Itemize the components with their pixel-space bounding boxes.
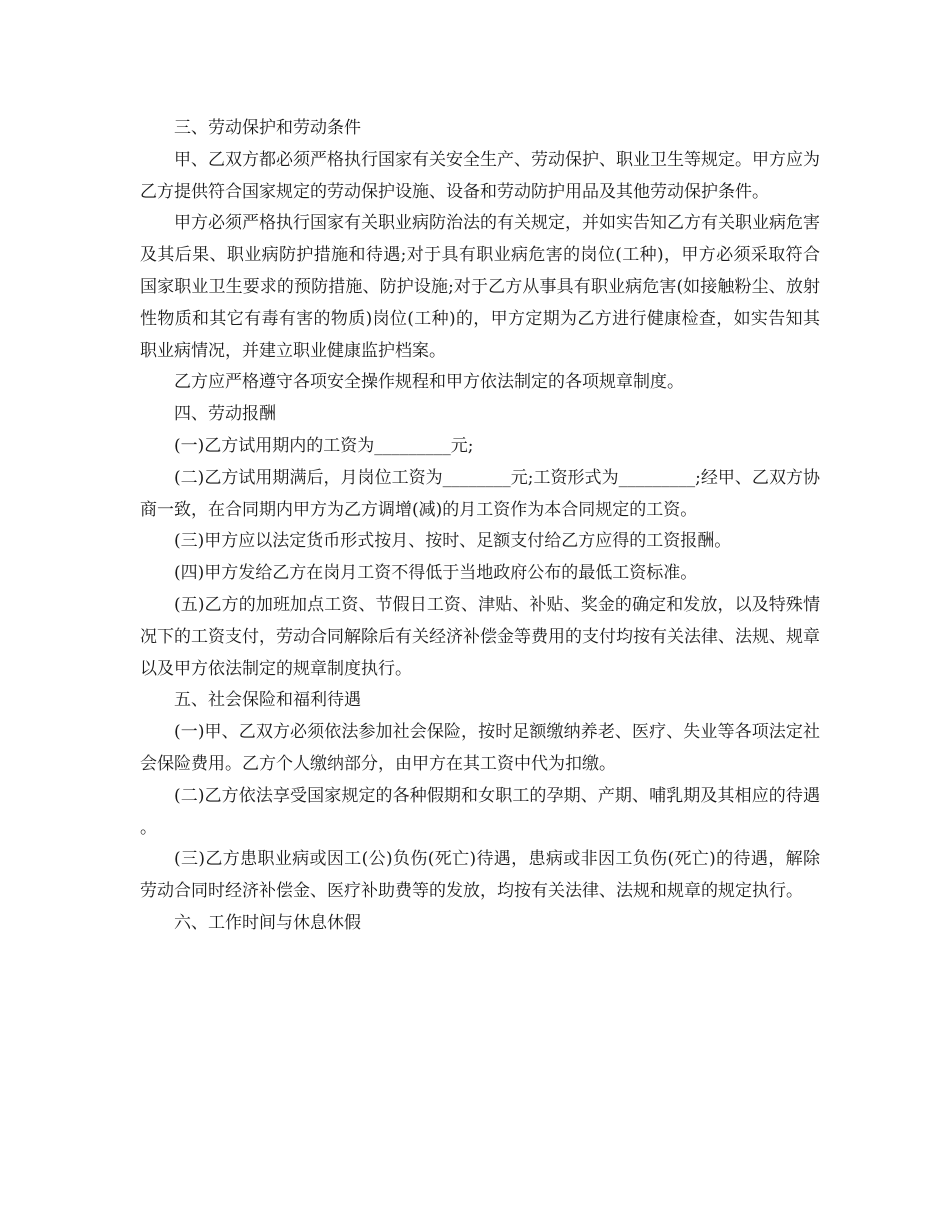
section-heading-labor-protection: 三、劳动保护和劳动条件 xyxy=(174,118,361,138)
paragraph: (一)乙方试用期内的工资为_________元; xyxy=(174,435,474,456)
paragraph: 甲方必须严格执行国家有关职业病防治法的有关规定，并如实告知乙方有关职业病危害及其后果、职业病防护措施和待遇;对于具有职业病危害的岗位(工种)，甲方必须采取符合国家职业卫生要求的预防措施、防护设施;对于乙方从事具有职业病危害(如接触粉尘、放射性物质和其它有毒有害的物质)岗位(工种)的，甲方定期为乙方进行健康检查，如实告知其职业病情况，并建立职业健康监护档案。 xyxy=(140,213,820,361)
paragraph: (三)甲方应以法定货币形式按月、按时、足额支付给乙方应得的工资报酬。 xyxy=(174,531,732,552)
document-body xyxy=(140,113,820,940)
section-heading-social-insurance: 五、社会保险和福利待遇 xyxy=(174,690,361,711)
section-heading-remuneration: 四、劳动报酬 xyxy=(174,404,276,425)
paragraph: (四)甲方发给乙方在岗月工资不得低于当地政府公布的最低工资标准。 xyxy=(174,563,698,584)
section-heading-working-hours: 六、工作时间与休息休假 xyxy=(174,912,361,933)
paragraph: (二)乙方依法享受国家规定的各种假期和女职工的孕期、产期、哺乳期及其相应的待遇。 xyxy=(140,785,820,838)
paragraph: (五)乙方的加班加点工资、节假日工资、津贴、补贴、奖金的确定和发放，以及特殊情况下的工资支付，劳动合同解除后有关经济补偿金等费用的支付均按有关法律、法规、规章以及甲方依法制定的规章制度执行。 xyxy=(140,594,820,679)
paragraph: 乙方应严格遵守各项安全操作规程和甲方依法制定的各项规章制度。 xyxy=(174,372,684,393)
paragraph: (二)乙方试用期满后，月岗位工资为________元;工资形式为_________;经甲、乙双方协商一致，在合同期内甲方为乙方调增(减)的月工资作为本合同规定的工资。 xyxy=(140,467,820,520)
paragraph: 甲、乙双方都必须严格执行国家有关安全生产、劳动保护、职业卫生等规定。甲方应为乙方提供符合国家规定的劳动保护设施、设备和劳动防护用品及其他劳动保护条件。 xyxy=(140,149,820,202)
paragraph: (一)甲、乙双方必须依法参加社会保险，按时足额缴纳养老、医疗、失业等各项法定社会保险费用。乙方个人缴纳部分，由甲方在其工资中代为扣缴。 xyxy=(140,722,820,774)
paragraph: (三)乙方患职业病或因工(公)负伤(死亡)待遇，患病或非因工负伤(死亡)的待遇，解除劳动合同时经济补偿金、医疗补助费等的发放，均按有关法律、法规和规章的规定执行。 xyxy=(140,849,820,902)
